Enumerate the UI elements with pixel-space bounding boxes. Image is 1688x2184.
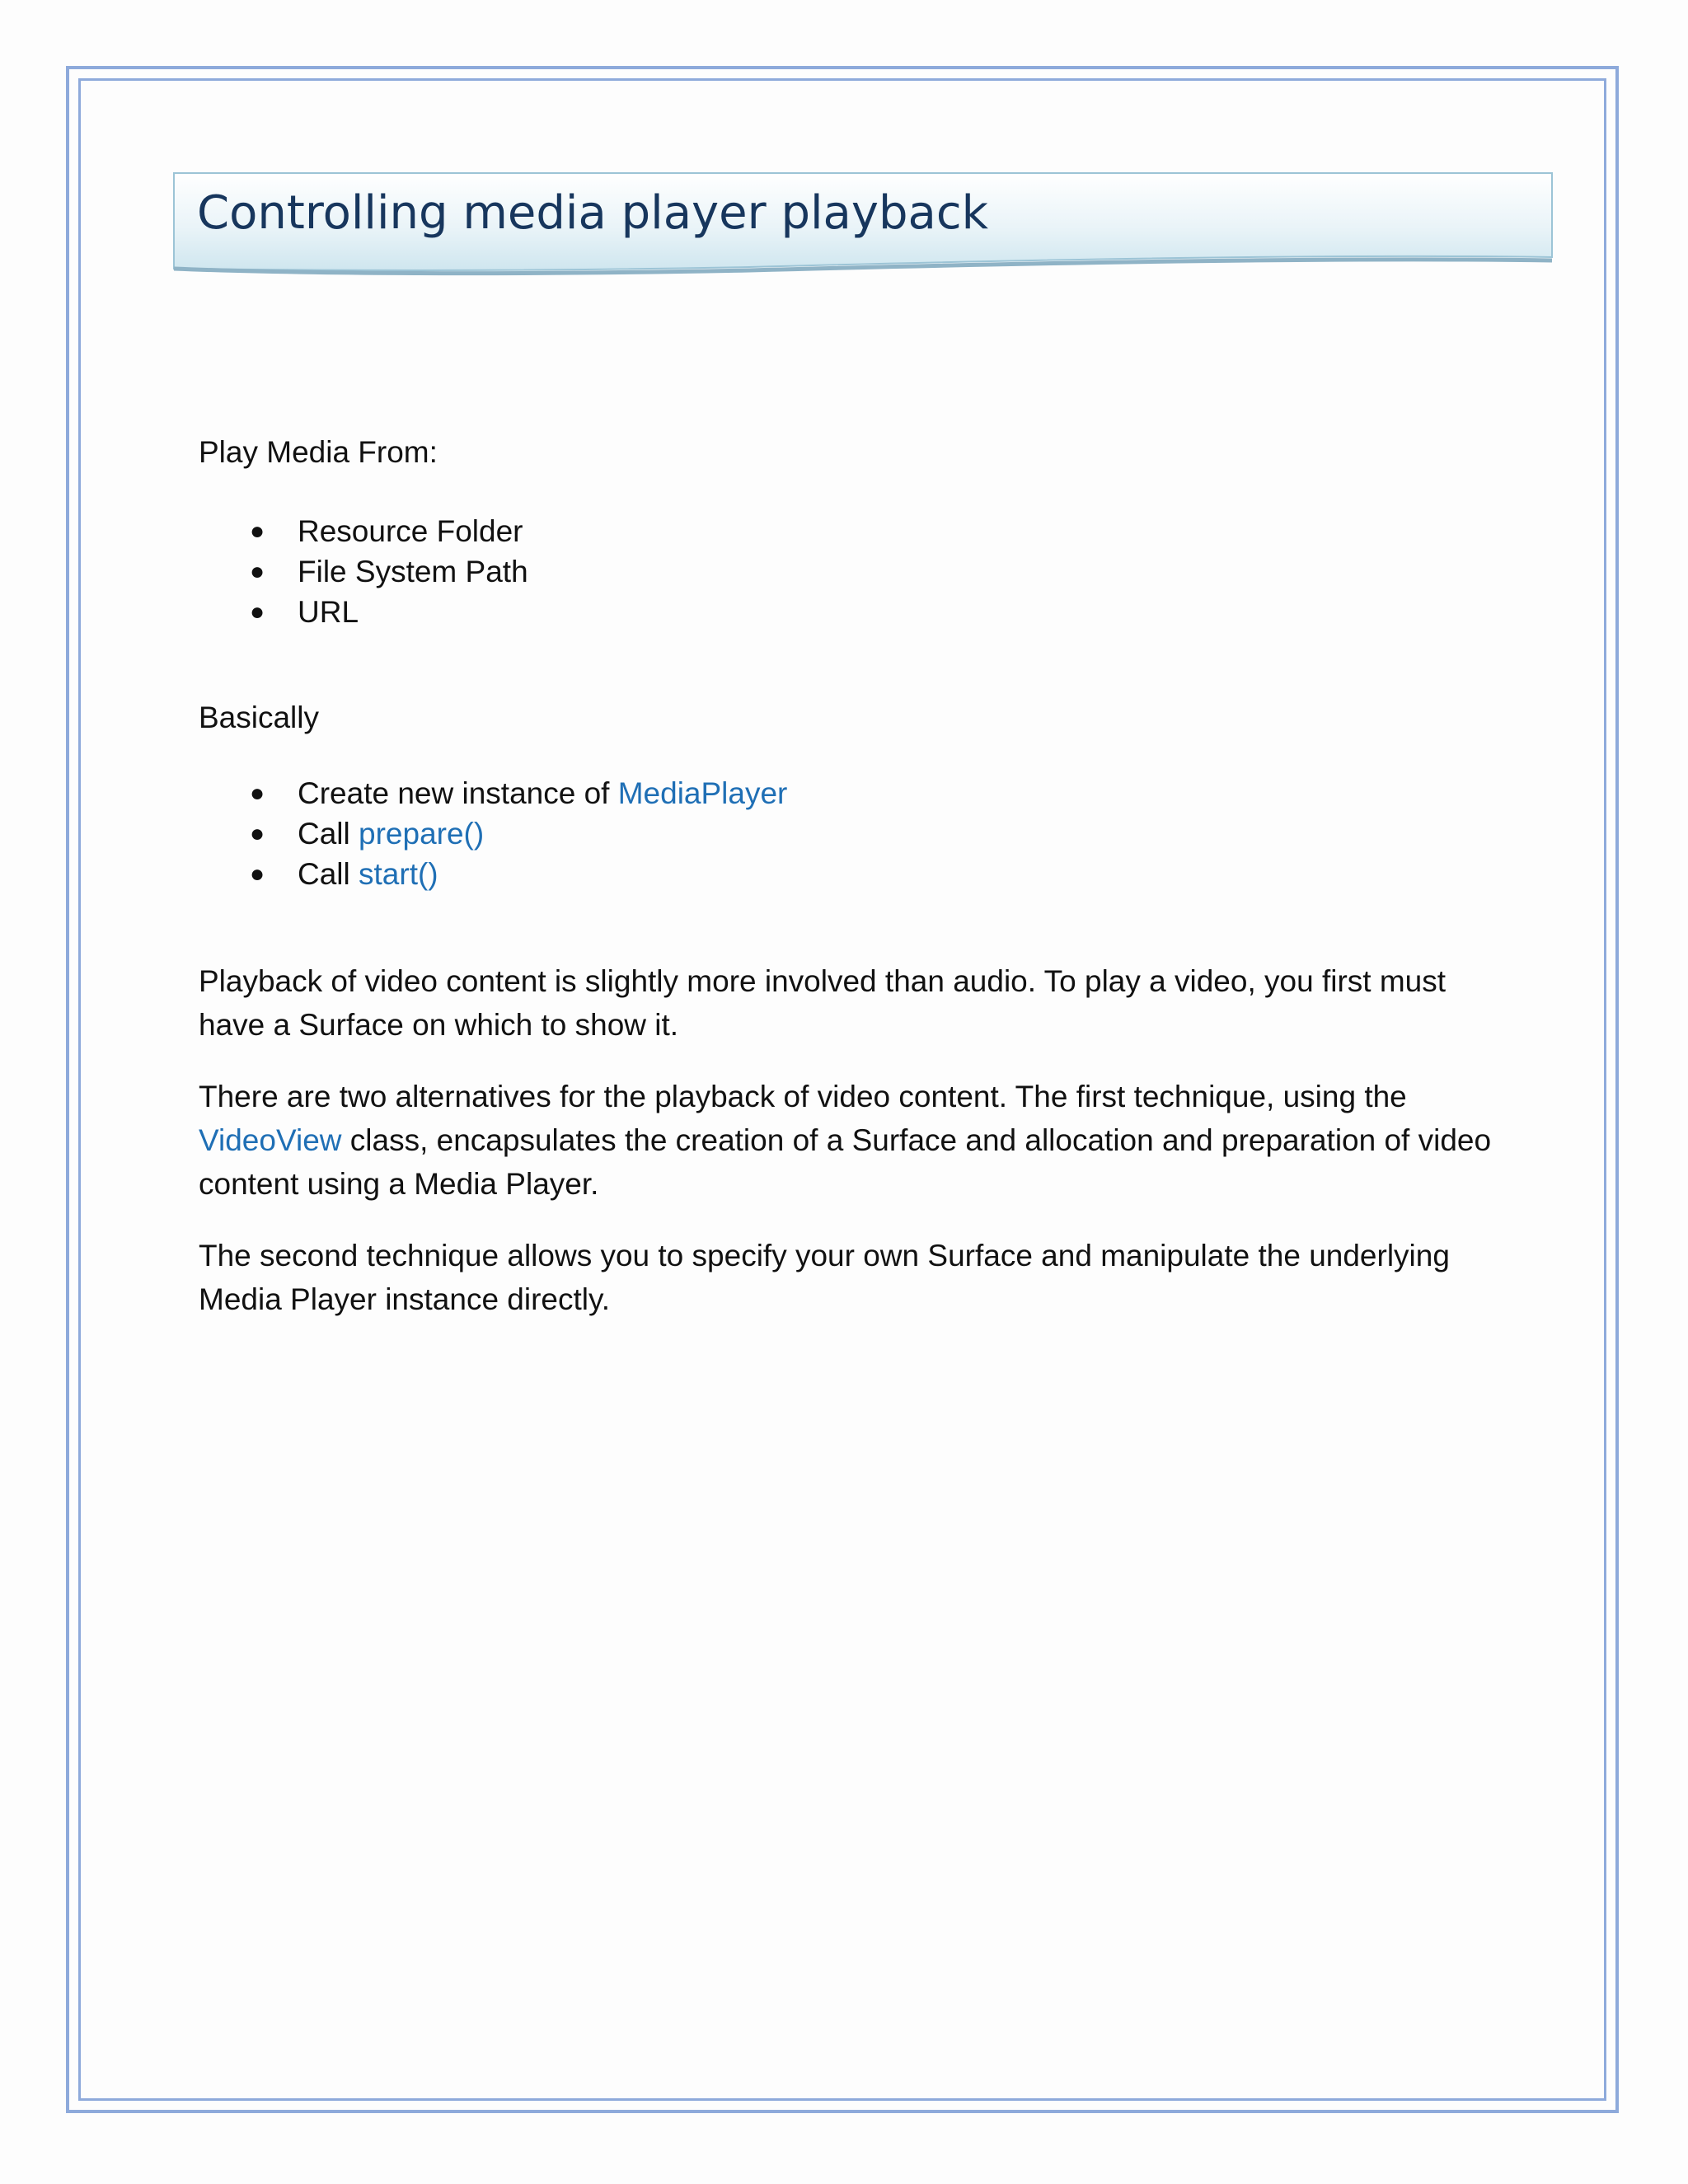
list-item: ● URL xyxy=(199,592,528,632)
bullet-icon: ● xyxy=(250,518,265,545)
list-item: ● Call prepare() xyxy=(199,813,787,854)
paragraph-second-technique: The second technique allows you to specify your own Surface and manipulate the underlying Media Player instance directly. xyxy=(199,1239,1450,1316)
title-banner xyxy=(172,171,1554,287)
section-label-play-media: Play Media From: xyxy=(199,435,438,469)
paragraph-alternatives: There are two alternatives for the playback of video content. The first technique, using the VideoView class, encapsulates the creation of a Surface and allocation and preparation of video content using a Media Player. xyxy=(199,1080,1492,1201)
prepare-link[interactable]: prepare() xyxy=(359,817,485,851)
list-item: ● File System Path xyxy=(199,551,528,592)
bullet-icon: ● xyxy=(250,598,265,626)
bullet-icon: ● xyxy=(250,860,265,888)
list-item: ● Resource Folder xyxy=(199,511,528,551)
play-media-list xyxy=(199,511,528,632)
start-link[interactable]: start() xyxy=(359,857,438,891)
page-title: Controlling media player playback xyxy=(197,186,989,240)
bullet-icon: ● xyxy=(250,558,265,585)
bullet-icon: ● xyxy=(250,780,265,807)
videoview-link[interactable]: VideoView xyxy=(199,1123,342,1157)
list-item: ● Create new instance of MediaPlayer xyxy=(199,773,787,813)
basically-list xyxy=(199,773,787,894)
section-label-basically: Basically xyxy=(199,701,319,734)
list-item: ● Call start() xyxy=(199,854,787,894)
paragraph-video-playback: Playback of video content is slightly more involved than audio. To play a video, you first must have a Surface on which to show it. xyxy=(199,964,1447,1042)
mediaplayer-link[interactable]: MediaPlayer xyxy=(617,776,788,810)
bullet-icon: ● xyxy=(250,820,265,847)
